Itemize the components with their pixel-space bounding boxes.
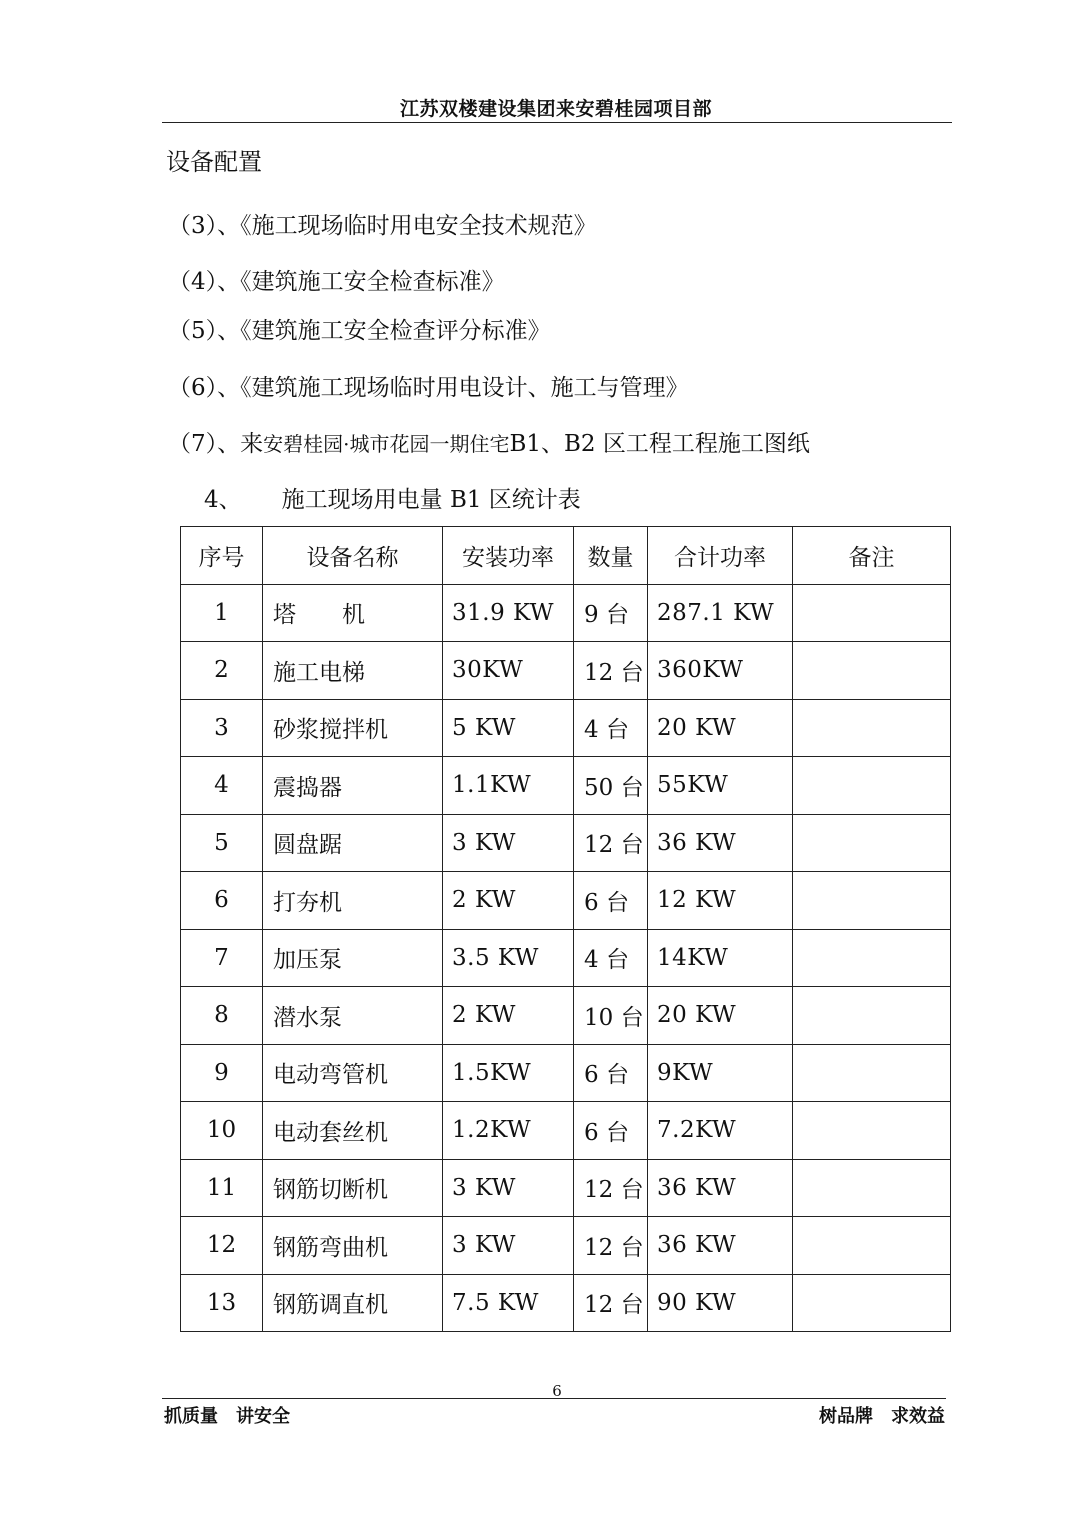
cell-rated-power: 3 KW [443, 814, 574, 872]
table-row [181, 929, 951, 987]
cell-rated-power: 1.1KW [443, 757, 574, 815]
cell-total-power: 287.1 KW [648, 584, 793, 642]
cell-remarks [793, 1102, 951, 1160]
cell-total-power: 14KW [648, 929, 793, 987]
cell-no: 9 [181, 1044, 263, 1102]
cell-total-power: 90 KW [648, 1274, 793, 1332]
reference-project-name: 安碧桂园·城市花园一期住宅 [263, 432, 510, 456]
cell-remarks [793, 642, 951, 700]
table-title-text: 施工现场用电量 B1 区统计表 [281, 487, 581, 513]
cell-total-power: 9KW [648, 1044, 793, 1102]
cell-quantity: 4 台 [574, 929, 648, 987]
table-row [181, 1159, 951, 1217]
cell-remarks [793, 584, 951, 642]
cell-rated-power: 2 KW [443, 987, 574, 1045]
cell-total-power: 36 KW [648, 1217, 793, 1275]
cell-total-power: 7.2KW [648, 1102, 793, 1160]
cell-no: 2 [181, 642, 263, 700]
header-cell-name: 设备名称 [263, 527, 443, 585]
cell-remarks [793, 929, 951, 987]
cell-name: 钢筋弯曲机 [263, 1217, 443, 1275]
cell-name: 钢筋调直机 [263, 1274, 443, 1332]
cell-rated-power: 7.5 KW [443, 1274, 574, 1332]
cell-no: 11 [181, 1159, 263, 1217]
cell-no: 5 [181, 814, 263, 872]
cell-no: 4 [181, 757, 263, 815]
cell-quantity: 12 台 [574, 1159, 648, 1217]
cell-rated-power: 3 KW [443, 1217, 574, 1275]
reference-item: （4）、《建筑施工安全检查标准》 [168, 269, 505, 295]
cell-remarks [793, 987, 951, 1045]
header-cell-quantity: 数量 [574, 527, 648, 585]
cell-no: 7 [181, 929, 263, 987]
cell-name: 塔 机 [263, 584, 443, 642]
reference-item [168, 425, 810, 458]
reference-suffix: B1、B2 区工程工程施工图纸 [509, 431, 810, 457]
table-row [181, 872, 951, 930]
cell-name: 砂浆搅拌机 [263, 699, 443, 757]
table-row [181, 987, 951, 1045]
cell-quantity: 12 台 [574, 1217, 648, 1275]
cell-rated-power: 30KW [443, 642, 574, 700]
table-row [181, 814, 951, 872]
cell-name: 震捣器 [263, 757, 443, 815]
cell-quantity: 6 台 [574, 1044, 648, 1102]
cell-name: 电动套丝机 [263, 1102, 443, 1160]
header-divider [162, 122, 952, 123]
cell-name: 施工电梯 [263, 642, 443, 700]
cell-quantity: 50 台 [574, 757, 648, 815]
cell-quantity: 9 台 [574, 584, 648, 642]
table-row [181, 584, 951, 642]
cell-total-power: 20 KW [648, 987, 793, 1045]
cell-name: 加压泵 [263, 929, 443, 987]
cell-name: 潜水泵 [263, 987, 443, 1045]
cell-quantity: 10 台 [574, 987, 648, 1045]
cell-total-power: 55KW [648, 757, 793, 815]
cell-name: 钢筋切断机 [263, 1159, 443, 1217]
table-row [181, 1274, 951, 1332]
footer-slogan-right: 树品牌 求效益 [819, 1406, 945, 1427]
cell-quantity: 4 台 [574, 699, 648, 757]
table-row [181, 1044, 951, 1102]
header-cell-rated-power: 安装功率 [443, 527, 574, 585]
cell-name: 圆盘踞 [263, 814, 443, 872]
cell-no: 6 [181, 872, 263, 930]
table-row [181, 1217, 951, 1275]
page-number: 6 [552, 1382, 562, 1400]
header-title: 江苏双楼建设集团来安碧桂园项目部 [399, 98, 712, 120]
cell-no: 1 [181, 584, 263, 642]
cell-remarks [793, 1159, 951, 1217]
cell-no: 12 [181, 1217, 263, 1275]
header-cell-total-power: 合计功率 [648, 527, 793, 585]
cell-rated-power: 2 KW [443, 872, 574, 930]
table-title [204, 481, 581, 514]
reference-prefix: （7）、来 [168, 431, 264, 457]
cell-remarks [793, 1217, 951, 1275]
header-cell-no: 序号 [181, 527, 263, 585]
equipment-power-table [180, 526, 951, 1332]
cell-no: 3 [181, 699, 263, 757]
cell-no: 8 [181, 987, 263, 1045]
cell-rated-power: 31.9 KW [443, 584, 574, 642]
cell-remarks [793, 1274, 951, 1332]
cell-no: 10 [181, 1102, 263, 1160]
cell-total-power: 20 KW [648, 699, 793, 757]
cell-rated-power: 3.5 KW [443, 929, 574, 987]
cell-quantity: 12 台 [574, 642, 648, 700]
table-header-row [181, 527, 951, 585]
cell-quantity: 12 台 [574, 1274, 648, 1332]
reference-item: （6）、《建筑施工现场临时用电设计、施工与管理》 [168, 375, 689, 401]
cell-total-power: 36 KW [648, 1159, 793, 1217]
cell-remarks [793, 872, 951, 930]
reference-item: （3）、《施工现场临时用电安全技术规范》 [168, 213, 597, 239]
reference-item: （5）、《建筑施工安全检查评分标准》 [168, 318, 551, 344]
table-title-number: 4、 [204, 487, 242, 513]
cell-rated-power: 5 KW [443, 699, 574, 757]
cell-remarks [793, 699, 951, 757]
header-cell-remarks: 备注 [793, 527, 951, 585]
cell-total-power: 36 KW [648, 814, 793, 872]
table-row [181, 757, 951, 815]
table-row [181, 642, 951, 700]
footer-divider [162, 1398, 946, 1399]
cell-rated-power: 1.5KW [443, 1044, 574, 1102]
cell-name: 电动弯管机 [263, 1044, 443, 1102]
cell-rated-power: 3 KW [443, 1159, 574, 1217]
cell-no: 13 [181, 1274, 263, 1332]
cell-total-power: 360KW [648, 642, 793, 700]
cell-quantity: 12 台 [574, 814, 648, 872]
table-row [181, 1102, 951, 1160]
cell-quantity: 6 台 [574, 872, 648, 930]
footer-slogan-left: 抓质量 讲安全 [164, 1406, 290, 1427]
cell-rated-power: 1.2KW [443, 1102, 574, 1160]
table-row [181, 699, 951, 757]
cell-name: 打夯机 [263, 872, 443, 930]
cell-remarks [793, 814, 951, 872]
cell-remarks [793, 1044, 951, 1102]
cell-remarks [793, 757, 951, 815]
cell-quantity: 6 台 [574, 1102, 648, 1160]
section-title: 设备配置 [166, 148, 262, 176]
cell-total-power: 12 KW [648, 872, 793, 930]
